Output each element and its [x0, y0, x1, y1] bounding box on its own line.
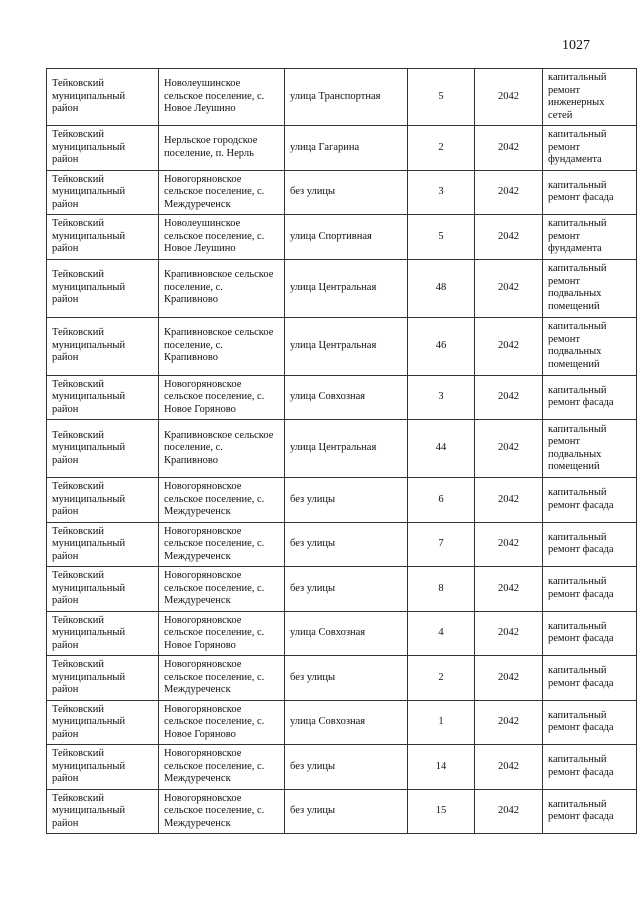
work-type-cell: капитальный ремонт подвальных помещений — [543, 317, 637, 375]
registry-rows — [47, 69, 637, 834]
district-cell: Тейковский муниципальный район — [47, 215, 159, 260]
table-row — [47, 259, 637, 317]
house-number-cell: 2 — [408, 126, 475, 171]
year-cell: 2042 — [475, 215, 543, 260]
work-type-cell: капитальный ремонт подвальных помещений — [543, 420, 637, 478]
district-cell: Тейковский муниципальный район — [47, 69, 159, 126]
street-cell: улица Совхозная — [285, 700, 408, 745]
year-cell: 2042 — [475, 317, 543, 375]
settlement-cell: Новолеушинское сельское поселение, с. Новое Леушино — [159, 215, 285, 260]
table-row — [47, 170, 637, 215]
settlement-cell: Новолеушинское сельское поселение, с. Новое Леушино — [159, 69, 285, 126]
district-cell: Тейковский муниципальный район — [47, 567, 159, 612]
street-cell: улица Гагарина — [285, 126, 408, 171]
street-cell: улица Совхозная — [285, 375, 408, 420]
work-type-cell: капитальный ремонт подвальных помещений — [543, 259, 637, 317]
work-type-cell: капитальный ремонт фасада — [543, 375, 637, 420]
district-cell: Тейковский муниципальный район — [47, 611, 159, 656]
work-type-cell: капитальный ремонт фасада — [543, 478, 637, 523]
street-cell: без улицы — [285, 656, 408, 701]
year-cell: 2042 — [475, 375, 543, 420]
house-number-cell: 7 — [408, 522, 475, 567]
work-type-cell: капитальный ремонт фасада — [543, 522, 637, 567]
district-cell: Тейковский муниципальный район — [47, 420, 159, 478]
year-cell: 2042 — [475, 656, 543, 701]
street-cell: улица Спортивная — [285, 215, 408, 260]
street-cell: улица Центральная — [285, 317, 408, 375]
work-type-cell: капитальный ремонт фасада — [543, 656, 637, 701]
settlement-cell: Новогоряновское сельское поселение, с. Междуреченск — [159, 478, 285, 523]
district-cell: Тейковский муниципальный район — [47, 170, 159, 215]
district-cell: Тейковский муниципальный район — [47, 375, 159, 420]
year-cell: 2042 — [475, 567, 543, 612]
settlement-cell: Новогоряновское сельское поселение, с. Междуреченск — [159, 170, 285, 215]
work-type-cell: капитальный ремонт фасада — [543, 611, 637, 656]
work-type-cell: капитальный ремонт фасада — [543, 789, 637, 834]
settlement-cell: Новогоряновское сельское поселение, с. Междуреченск — [159, 567, 285, 612]
table-row — [47, 420, 637, 478]
table-row — [47, 375, 637, 420]
year-cell: 2042 — [475, 170, 543, 215]
page-number: 1027 — [562, 38, 590, 53]
table-row — [47, 567, 637, 612]
year-cell: 2042 — [475, 126, 543, 171]
street-cell: улица Центральная — [285, 259, 408, 317]
district-cell: Тейковский муниципальный район — [47, 700, 159, 745]
work-type-cell: капитальный ремонт фундамента — [543, 215, 637, 260]
house-number-cell: 5 — [408, 69, 475, 126]
house-number-cell: 3 — [408, 170, 475, 215]
street-cell: без улицы — [285, 745, 408, 790]
street-cell: улица Транспортная — [285, 69, 408, 126]
registry-table — [46, 68, 637, 834]
table-row — [47, 478, 637, 523]
table-row — [47, 700, 637, 745]
street-cell: без улицы — [285, 522, 408, 567]
district-cell: Тейковский муниципальный район — [47, 522, 159, 567]
work-type-cell: капитальный ремонт фасада — [543, 745, 637, 790]
district-cell: Тейковский муниципальный район — [47, 656, 159, 701]
work-type-cell: капитальный ремонт фасада — [543, 567, 637, 612]
table-row — [47, 611, 637, 656]
settlement-cell: Новогоряновское сельское поселение, с. Междуреченск — [159, 745, 285, 790]
street-cell: улица Центральная — [285, 420, 408, 478]
street-cell: без улицы — [285, 478, 408, 523]
district-cell: Тейковский муниципальный район — [47, 317, 159, 375]
settlement-cell: Крапивновское сельское поселение, с. Крапивново — [159, 317, 285, 375]
table-row — [47, 317, 637, 375]
settlement-cell: Новогоряновское сельское поселение, с. Междуреченск — [159, 522, 285, 567]
district-cell: Тейковский муниципальный район — [47, 478, 159, 523]
settlement-cell: Новогоряновское сельское поселение, с. Новое Горяново — [159, 611, 285, 656]
year-cell: 2042 — [475, 259, 543, 317]
house-number-cell: 14 — [408, 745, 475, 790]
district-cell: Тейковский муниципальный район — [47, 259, 159, 317]
year-cell: 2042 — [475, 522, 543, 567]
work-type-cell: капитальный ремонт фасада — [543, 700, 637, 745]
year-cell: 2042 — [475, 478, 543, 523]
house-number-cell: 48 — [408, 259, 475, 317]
table-row — [47, 126, 637, 171]
house-number-cell: 8 — [408, 567, 475, 612]
house-number-cell: 15 — [408, 789, 475, 834]
table-row — [47, 656, 637, 701]
settlement-cell: Новогоряновское сельское поселение, с. Междуреченск — [159, 656, 285, 701]
street-cell: без улицы — [285, 170, 408, 215]
house-number-cell: 5 — [408, 215, 475, 260]
table-row — [47, 522, 637, 567]
settlement-cell: Крапивновское сельское поселение, с. Крапивново — [159, 420, 285, 478]
district-cell: Тейковский муниципальный район — [47, 789, 159, 834]
table-row — [47, 789, 637, 834]
year-cell: 2042 — [475, 611, 543, 656]
year-cell: 2042 — [475, 745, 543, 790]
settlement-cell: Новогоряновское сельское поселение, с. Новое Горяново — [159, 700, 285, 745]
street-cell: без улицы — [285, 567, 408, 612]
house-number-cell: 3 — [408, 375, 475, 420]
table-row — [47, 745, 637, 790]
year-cell: 2042 — [475, 420, 543, 478]
table-row — [47, 215, 637, 260]
settlement-cell: Новогоряновское сельское поселение, с. Междуреченск — [159, 789, 285, 834]
house-number-cell: 4 — [408, 611, 475, 656]
district-cell: Тейковский муниципальный район — [47, 745, 159, 790]
settlement-cell: Новогоряновское сельское поселение, с. Новое Горяново — [159, 375, 285, 420]
house-number-cell: 6 — [408, 478, 475, 523]
settlement-cell: Нерльское городское поселение, п. Нерль — [159, 126, 285, 171]
year-cell: 2042 — [475, 700, 543, 745]
year-cell: 2042 — [475, 789, 543, 834]
house-number-cell: 46 — [408, 317, 475, 375]
house-number-cell: 2 — [408, 656, 475, 701]
street-cell: улица Совхозная — [285, 611, 408, 656]
house-number-cell: 1 — [408, 700, 475, 745]
year-cell: 2042 — [475, 69, 543, 126]
table-row — [47, 69, 637, 126]
street-cell: без улицы — [285, 789, 408, 834]
work-type-cell: капитальный ремонт инженерных сетей — [543, 69, 637, 126]
work-type-cell: капитальный ремонт фундамента — [543, 126, 637, 171]
district-cell: Тейковский муниципальный район — [47, 126, 159, 171]
work-type-cell: капитальный ремонт фасада — [543, 170, 637, 215]
house-number-cell: 44 — [408, 420, 475, 478]
settlement-cell: Крапивновское сельское поселение, с. Крапивново — [159, 259, 285, 317]
